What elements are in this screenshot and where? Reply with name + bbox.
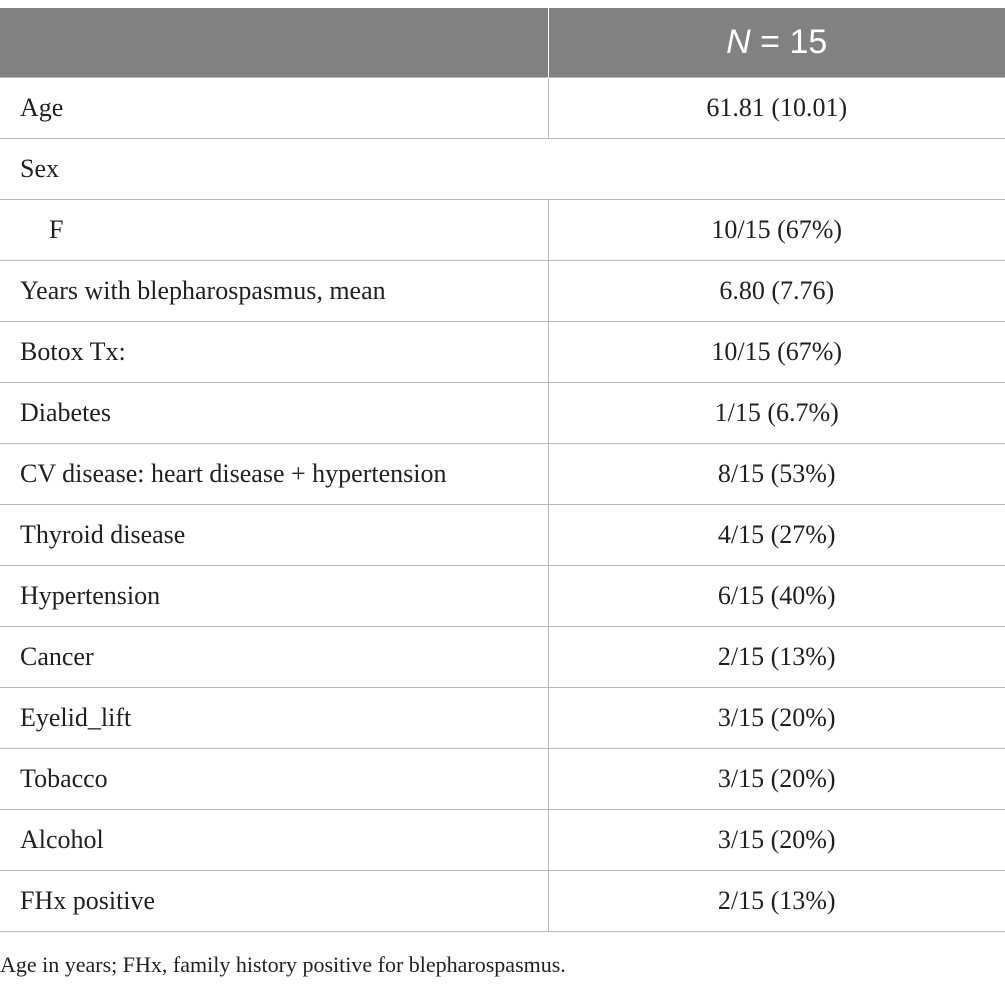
row-label: Cancer: [0, 627, 548, 688]
table-row-years-blepharospasmus: [0, 261, 1005, 322]
row-label: F: [0, 200, 548, 261]
header-n-value: = 15: [750, 23, 828, 61]
table-header-row: [0, 8, 1005, 78]
row-label: Years with blepharospasmus, mean: [0, 261, 548, 322]
row-label: Hypertension: [0, 566, 548, 627]
row-value: 3/15 (20%): [548, 749, 1005, 810]
table-row-diabetes: [0, 383, 1005, 444]
row-label: Diabetes: [0, 383, 548, 444]
table-row-eyelid-lift: [0, 688, 1005, 749]
row-label: Sex: [0, 139, 1005, 200]
table-row-cv-disease: [0, 444, 1005, 505]
table-row-thyroid: [0, 505, 1005, 566]
row-value: 2/15 (13%): [548, 871, 1005, 932]
row-value: 6.80 (7.76): [548, 261, 1005, 322]
table-row-botox: [0, 322, 1005, 383]
row-label: Alcohol: [0, 810, 548, 871]
row-value: 3/15 (20%): [548, 688, 1005, 749]
demographics-table: [0, 8, 1005, 932]
table-footnote: Age in years; FHx, family history positive for blepharospasmus.: [0, 952, 566, 977]
header-n-symbol: N: [726, 23, 751, 61]
row-value: 10/15 (67%): [548, 200, 1005, 261]
row-label: FHx positive: [0, 871, 548, 932]
row-value: 3/15 (20%): [548, 810, 1005, 871]
row-value: 4/15 (27%): [548, 505, 1005, 566]
row-value: 6/15 (40%): [548, 566, 1005, 627]
header-n-cell: [548, 8, 1005, 78]
table-row-age: [0, 78, 1005, 139]
row-value: 10/15 (67%): [548, 322, 1005, 383]
table-row-sex-f: [0, 200, 1005, 261]
row-label: Botox Tx:: [0, 322, 548, 383]
row-label: Age: [0, 78, 548, 139]
row-label: CV disease: heart disease + hypertension: [0, 444, 548, 505]
demographics-table-container: [0, 8, 1005, 932]
row-value: 8/15 (53%): [548, 444, 1005, 505]
table-row-fhx-positive: [0, 871, 1005, 932]
table-row-hypertension: [0, 566, 1005, 627]
header-empty-cell: [0, 8, 548, 78]
table-row-cancer: [0, 627, 1005, 688]
row-label: Thyroid disease: [0, 505, 548, 566]
table-row-alcohol: [0, 810, 1005, 871]
row-label: Eyelid_lift: [0, 688, 548, 749]
table-row-tobacco: [0, 749, 1005, 810]
row-label: Tobacco: [0, 749, 548, 810]
table-row-sex: [0, 139, 1005, 200]
row-value: 2/15 (13%): [548, 627, 1005, 688]
row-value: 61.81 (10.01): [548, 78, 1005, 139]
row-value: 1/15 (6.7%): [548, 383, 1005, 444]
